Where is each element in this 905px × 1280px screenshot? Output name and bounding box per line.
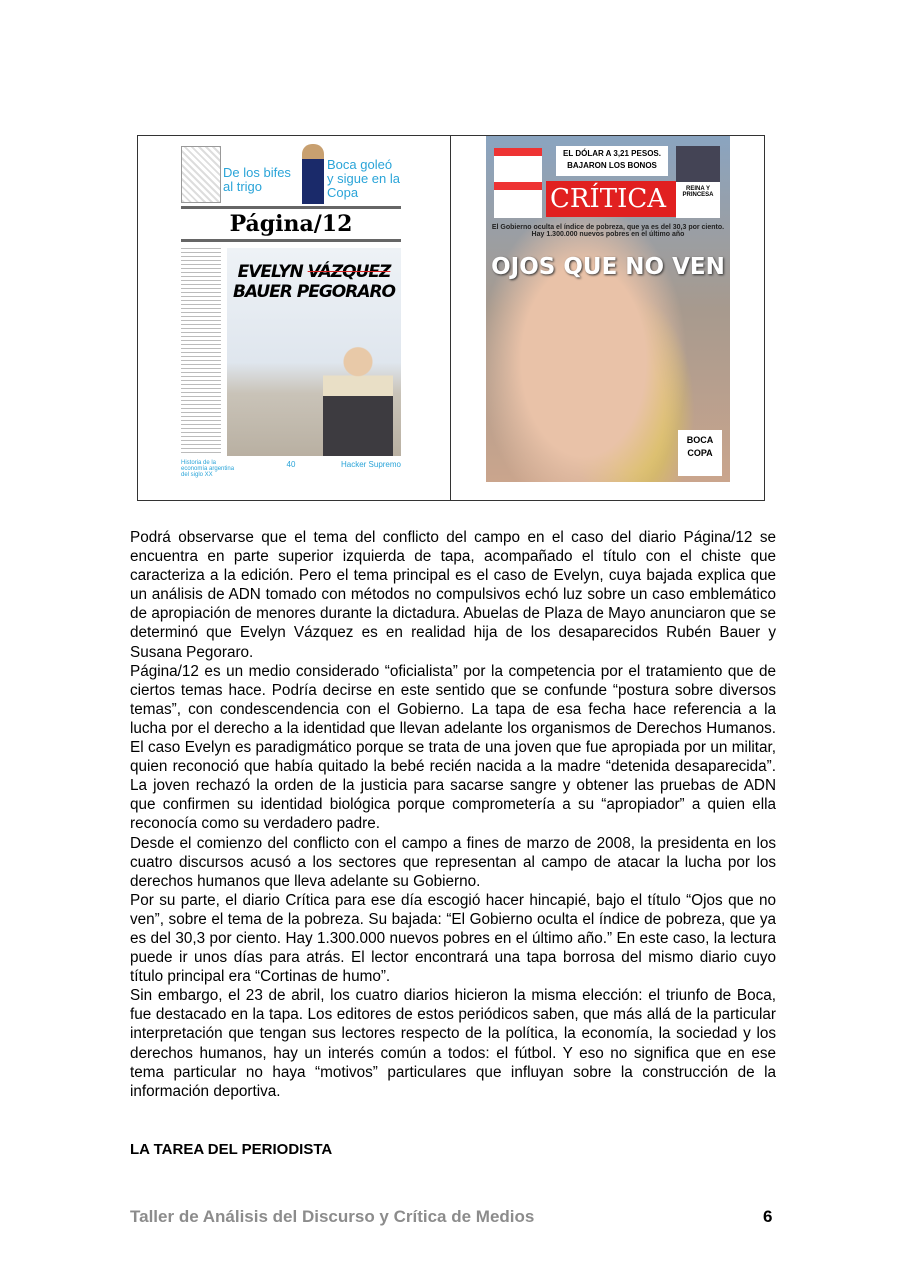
page-number: 6 (763, 1207, 773, 1226)
bottom-mid: 40 (286, 460, 296, 469)
main-headline-1: EVELYN (237, 262, 303, 282)
paragraph: Página/12 es un medio considerado “oficialista” por la competencia por el tratamiento que de ciertos temas hace. Podría decirse en este sentido que se confunde “postura sobre diversos temas”, con condescendencia con el Gobierno. La tapa de esa fecha hace referencia a la lucha por el derecho a la identidad que llevan adelante los organismos de Derechos Humanos. El caso Evelyn es paradigmático porque se trata de una joven que fue apropiada por un militar, quien reconoció que había quitado la bebé recién nacida a la madre “detenida desaparecida”. La joven rechazó la orden de la justicia para sacarse sangre y obtener las pruebas de ADN que confirmen su identidad biológica porque comprometería a su “apropiador” a quien ella reconocía como su verdadero padre. (130, 662, 776, 833)
critica-logo: CRÍTICA (546, 181, 680, 217)
pagina12-logo: Página/12 (181, 206, 401, 242)
critica-deck: El Gobierno oculta el índice de pobreza, que ya es del 30,3 por ciento. Hay 1.300.000 nuevos pobres en el último año (491, 224, 725, 238)
footer-title: Taller de Análisis del Discurso y Crítica de Medios (130, 1207, 535, 1226)
pagina12-cover-image (181, 144, 401, 484)
headline-right: Boca goleó y sigue en la Copa (327, 157, 400, 200)
critica-cover-image (486, 136, 730, 482)
reina-text: REINA Y PRINCESA (682, 186, 714, 198)
main-headline-strike: VÁZQUEZ (307, 262, 391, 282)
side-boxes (494, 148, 542, 218)
bottom-left: Historia de la economía argentina del siglo XX (181, 460, 235, 478)
paragraph: Por su parte, el diario Crítica para ese día escogió hacer hincapié, bajo el título “Ojos que no ven”, sobre el tema de la pobreza. Su bajada: “El Gobierno oculta el índice de pobreza, que ya es del 30,3 por ciento. Hay 1.300.000 nuevos pobres en el último año.” En este caso, la lectura puede ir unos días para atrás. El lector encontrará una tapa borrosa del mismo diario cuyo título principal era “Cortinas de humo”. (130, 891, 776, 986)
critica-title: OJOS QUE NO VEN (491, 254, 725, 280)
paragraph: Podrá observarse que el tema del conflicto del campo en el caso del diario Página/12 se encuentra en parte superior izquierda de tapa, acompañado el título con el chiste que caracteriza a la edición. Pero el tema principal es el caso de Evelyn, cuya bajada explica que un análisis de ADN tomado con métodos no compulsivos echó luz sobre un caso emblemático de apropiación de menores durante la dictadura. Abuelas de Plaza de Mayo anunciaron que se determinó que Evelyn Vázquez es en realidad hija de los desaparecidos Rubén Bauer y Susana Pegoraro. (130, 529, 776, 661)
newspaper-covers-figure (137, 135, 765, 501)
reina-box (676, 146, 720, 218)
body-text (130, 528, 776, 1101)
dolar-headline: EL DÓLAR A 3,21 PESOS. BAJARON LOS BONOS (556, 146, 668, 176)
figure-divider (450, 136, 451, 500)
boca-box: BOCA COPA (678, 430, 722, 476)
woman-photo (323, 341, 393, 456)
side-column (181, 248, 221, 456)
bottom-right: Hacker Supremo (340, 460, 401, 469)
section-heading: LA TAREA DEL PERIODISTA (130, 1141, 333, 1158)
headline-left: De los bifes al trigo (223, 165, 291, 194)
paragraph: Desde el comienzo del conflicto con el campo a fines de marzo de 2008, la presidenta en los cuatro discursos acusó a los sectores que representan al campo de atacar la lucha por los derechos humanos que lleva adelante su Gobierno. (130, 834, 776, 890)
cartoon-image (181, 146, 221, 203)
player-photo (302, 144, 324, 204)
paragraph: Sin embargo, el 23 de abril, los cuatro diarios hicieron la misma elección: el triunfo de Boca, fue destacado en la tapa. Los editores de estos periódicos saben, que más allá de la particular interpretación que tengan sus lectores respecto de la política, la economía, la sociedad y los derechos humanos, hay un interés común a todos: el fútbol. Y eso no significa que en ese tema particular no haya “motivos” particulares que influyan sobre la construcción de la información deportiva. (130, 987, 776, 1100)
main-headline-2: BAUER PEGORARO (232, 282, 396, 302)
main-story (227, 248, 401, 456)
